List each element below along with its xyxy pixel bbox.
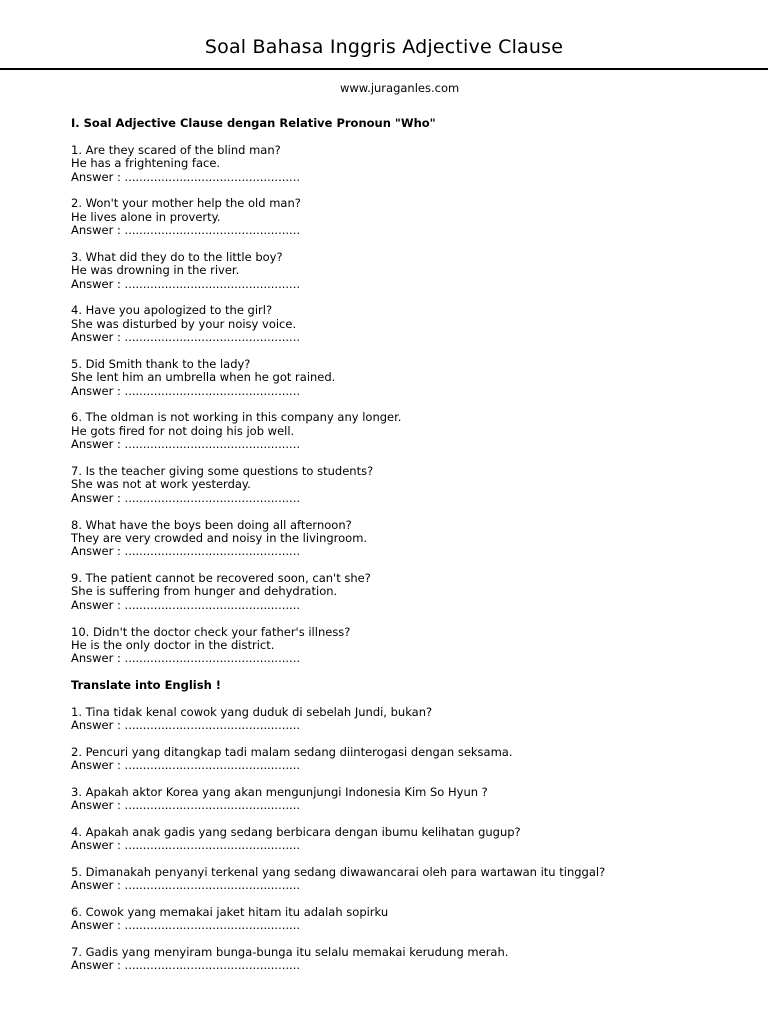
question-item — [71, 304, 751, 344]
question-item — [71, 946, 751, 973]
question-item — [71, 519, 751, 559]
section-adjective-clause-who — [71, 117, 751, 666]
question-text: 9. The patient cannot be recovered soon, can't she? — [71, 571, 371, 586]
question-text: 5. Did Smith thank to the lady? — [71, 356, 251, 371]
answer-line: Answer : ................................................ — [71, 798, 301, 813]
question-item — [71, 906, 751, 933]
question-text: 2. Pencuri yang ditangkap tadi malam sedang diinterogasi dengan seksama. — [71, 744, 513, 759]
answer-line: Answer : ................................................ — [71, 490, 301, 505]
question-text: 3. Apakah aktor Korea yang akan mengunjungi Indonesia Kim So Hyun ? — [71, 784, 488, 799]
question-item — [71, 411, 751, 451]
question-item — [71, 358, 751, 398]
question-sentence: She lent him an umbrella when he got rained. — [71, 370, 336, 385]
answer-line: Answer : ................................................ — [71, 838, 301, 853]
answer-line: Answer : ................................................ — [71, 718, 301, 733]
question-item — [71, 465, 751, 505]
question-text: 4. Apakah anak gadis yang sedang berbicara dengan ibumu kelihatan gugup? — [71, 824, 521, 839]
question-sentence: She was not at work yesterday. — [71, 477, 251, 492]
question-text: 7. Gadis yang menyiram bunga-bunga itu selalu memakai kerudung merah. — [71, 944, 509, 959]
question-sentence: He is the only doctor in the district. — [71, 637, 275, 652]
question-text: 6. Cowok yang memakai jaket hitam itu adalah sopirku — [71, 904, 389, 919]
question-item — [71, 144, 751, 184]
question-text: 1. Are they scared of the blind man? — [71, 142, 281, 157]
question-item — [71, 866, 751, 893]
question-item — [71, 746, 751, 773]
question-text: 10. Didn't the doctor check your father's illness? — [71, 624, 351, 639]
website-url: www.juraganles.com — [340, 81, 460, 95]
question-text: 3. What did they do to the little boy? — [71, 249, 283, 264]
question-sentence: She was disturbed by your noisy voice. — [71, 316, 297, 331]
answer-line: Answer : ................................................ — [71, 437, 301, 452]
answer-line: Answer : ................................................ — [71, 918, 301, 933]
question-text: 5. Dimanakah penyanyi terkenal yang sedang diwawancarai oleh para wartawan itu tinggal? — [71, 864, 606, 879]
answer-line: Answer : ................................................ — [71, 597, 301, 612]
section-translate — [71, 679, 751, 973]
answer-line: Answer : ................................................ — [71, 330, 301, 345]
question-item — [71, 826, 751, 853]
question-text: 4. Have you apologized to the girl? — [71, 303, 273, 318]
question-item — [71, 197, 751, 237]
answer-line: Answer : ................................................ — [71, 276, 301, 291]
answer-line: Answer : ................................................ — [71, 383, 301, 398]
answer-line: Answer : ................................................ — [71, 958, 301, 973]
answer-line: Answer : ................................................ — [71, 544, 301, 559]
answer-line: Answer : ................................................ — [71, 878, 301, 893]
question-item — [71, 626, 751, 666]
question-sentence: He was drowning in the river. — [71, 263, 240, 278]
question-item — [71, 251, 751, 291]
question-sentence: He lives alone in proverty. — [71, 209, 221, 224]
title-divider — [0, 68, 768, 70]
answer-line: Answer : ................................................ — [71, 651, 301, 666]
question-item — [71, 572, 751, 612]
question-sentence: They are very crowded and noisy in the livingroom. — [71, 530, 368, 545]
answer-line: Answer : ................................................ — [71, 169, 301, 184]
section-heading: Translate into English ! — [71, 678, 222, 693]
question-text: 2. Won't your mother help the old man? — [71, 196, 301, 211]
question-text: 1. Tina tidak kenal cowok yang duduk di sebelah Jundi, bukan? — [71, 704, 433, 719]
question-sentence: He gots fired for not doing his job well. — [71, 423, 295, 438]
question-item — [71, 786, 751, 813]
document-title: Soal Bahasa Inggris Adjective Clause — [204, 36, 564, 58]
question-item — [71, 706, 751, 733]
question-text: 7. Is the teacher giving some questions to students? — [71, 464, 374, 478]
document-body — [71, 117, 751, 986]
question-sentence: She is suffering from hunger and dehydration. — [71, 584, 338, 599]
question-text: 8. What have the boys been doing all afternoon? — [71, 517, 352, 532]
question-sentence: He has a frightening face. — [71, 156, 221, 171]
question-text: 6. The oldman is not working in this company any longer. — [71, 410, 402, 425]
answer-line: Answer : ................................................ — [71, 223, 301, 238]
answer-line: Answer : ................................................ — [71, 758, 301, 773]
section-heading: I. Soal Adjective Clause dengan Relative Pronoun "Who" — [71, 116, 436, 130]
